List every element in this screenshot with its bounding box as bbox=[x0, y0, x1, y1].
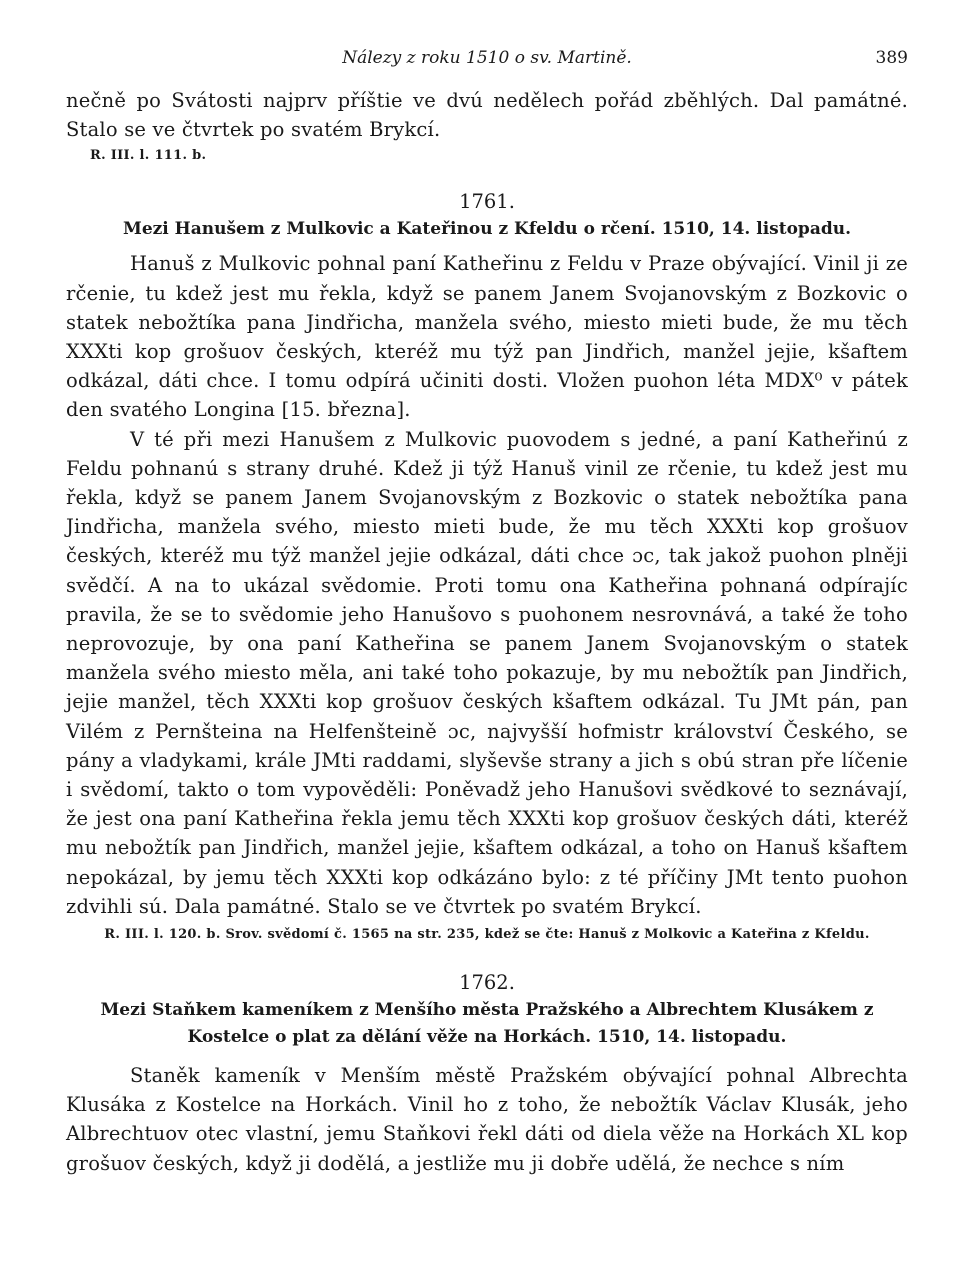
document-page bbox=[66, 48, 908, 1178]
entry-paragraph: Staněk kameník v Menším městě Pražském obývající pohnal Albrechta Klusáka z Kostelce na Horkách. Vinil ho z toho, že nebožtík Václav Klusák, jeho Albrechtuov otec vlastní, jemu Staňkovi řekl dáti od diela věže na Horkách XL kop grošuov českých, když ji dodělá, a jestliže mu ji dobře udělá, že nechce s ním bbox=[66, 1064, 908, 1175]
archive-reference: R. III. l. 120. b. Srov. svědomí č. 1565 na str. 235, kdež se čte: Hanuš z Molkovic a Kateřina z Kfeldu. bbox=[104, 927, 870, 943]
page-header bbox=[66, 48, 908, 78]
entry-heading: Mezi Staňkem kameníkem z Menšího města Pražského a Albrechtem Klusákem z Kostelce o plat za dělání věže na Horkách. 1510, 14. listopadu. bbox=[100, 1000, 874, 1048]
entry-1762 bbox=[66, 969, 908, 1178]
entry-paragraph: Hanuš z Mulkovic pohnal paní Katheřinu z Feldu v Praze obývající. Vinil ji ze rčenie, tu kdež jest mu řekla, když se panem Janem Svojanovským z Bozkovic o statek nebožtíka pana Jindřicha, manžela svého, miesto mieti bude, že mu těch XXXti kop grošuov českých, kteréž mu týž pan Jindřich, manžel jejie, kšaftem odkázal, dáti chce. I tomu odpírá učiniti dosti. Vložen puohon léta MDX⁰ v pátek den svatého Longina [15. března]. bbox=[66, 252, 908, 422]
running-title: Nálezy z roku 1510 o sv. Martině. bbox=[342, 48, 632, 68]
entry-number: 1762. bbox=[459, 971, 515, 995]
entry-1761 bbox=[66, 188, 908, 945]
page-number: 389 bbox=[875, 48, 908, 68]
entry-heading: Mezi Hanušem z Mulkovic a Kateřinou z Kfeldu o rčení. 1510, 14. listopadu. bbox=[123, 219, 851, 240]
continuation-paragraph: nečně po Svátosti najprv příštie ve dvú nedělech pořád zběhlých. Dal památné. Stalo se ve čtvrtek po svatém Brykcí. bbox=[66, 89, 908, 142]
archive-reference: R. III. l. 111. b. bbox=[90, 148, 207, 164]
entry-paragraph: V té při mezi Hanušem z Mulkovic puovodem s jedné, a paní Katheřinú z Feldu pohnanú s strany druhé. Kdež ji týž Hanuš vinil ze rčenie, tu kdež jest mu řekla, když se panem Janem Svojanovským z Bozkovic o statek nebožtíka pana Jindřicha, manžela svého, miesto mieti bude, že mu těch XXXti kop grošuov českých, kteréž mu týž manžel jejie odkázal, dáti chce ɔc, tak jakož puohon plněji svědčí. A na to ukázal svědomie. Proti tomu ona Katheřina pohnaná odpírajíc pravila, že se to svědomie jeho Hanušovo s puohonem nesrovnává, a také že toho neprovozuje, by ona paní Katheřina se panem Janem Svojanovským o statek manžela svého miesto měla, ani také toho pokazuje, by mu nebožtík pan Jindřich, jejie manžel, těch XXXti kop grošuov českých kšaftem odkázal. Tu JMt pán, pan Vilém z Pernšteina na Helfenšteině ɔc, najvyšší hofmistr království Českého, se pány a vladykami, krále JMti raddami, slyševše strany a jich s obú stran pře líčenie i svědomí, takto o tom vypověděli: Poněvadž jeho Hanušovi svědkové to seznávají, že jest ona paní Katheřina řekla jemu těch XXXti kop grošuov českých dáti, kteréž mu nebožtík pan Jindřich, manžel jejie, kšaftem odkázal, a toho on Hanuš kšaftem nepokázal, by jemu těch XXXti kop odkázáno bylo: z té příčiny JMt tento puohon zdvihli sú. Dala památné. Stalo se ve čtvrtek po svatém Brykcí. bbox=[66, 427, 908, 918]
entry-number: 1761. bbox=[459, 190, 515, 214]
